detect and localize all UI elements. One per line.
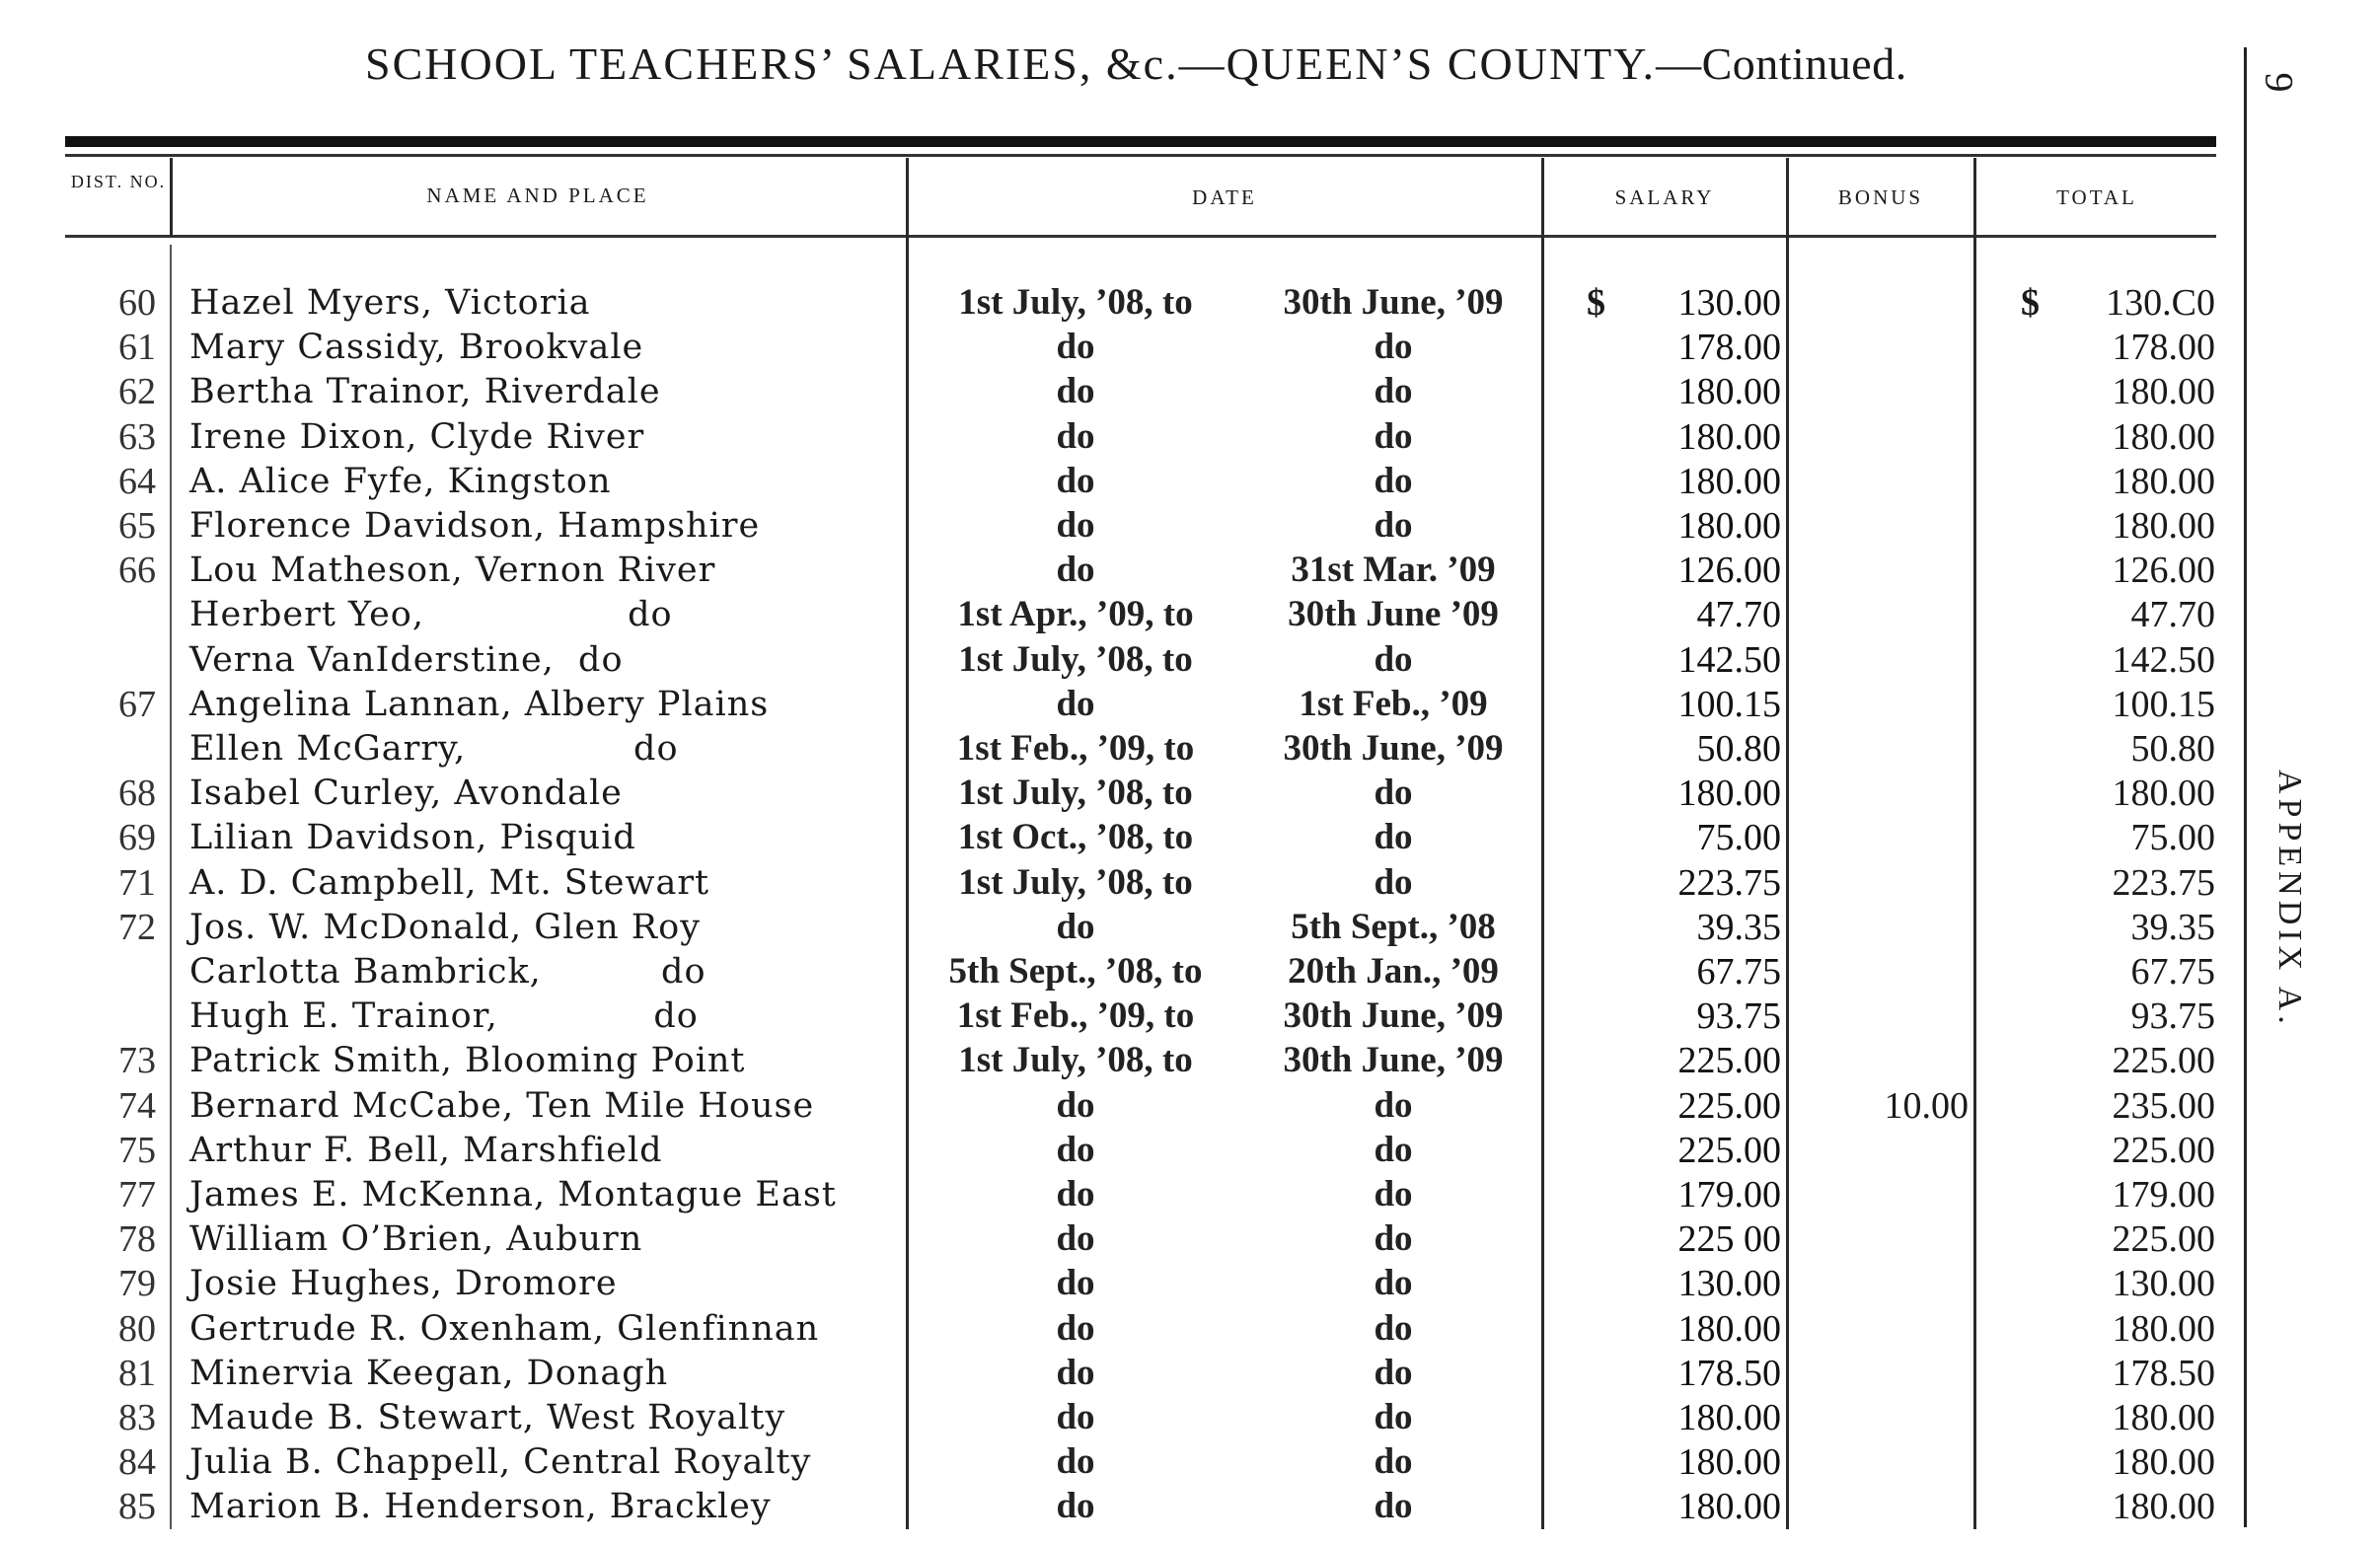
salary-cell: 178.50 [1677, 1352, 1781, 1394]
table-row [0, 815, 2380, 860]
table-row [0, 771, 2380, 816]
date-to-cell: do [1374, 1441, 1413, 1483]
table-row [0, 1261, 2380, 1306]
total-cell: 75.00 [2130, 817, 2215, 859]
name-place-cell: Arthur F. Bell, Marshfield [189, 1130, 663, 1170]
name-place-cell: Angelina Lannan, Albery Plains [189, 684, 770, 724]
dist-no-cell: 78 [118, 1218, 156, 1261]
table-row [0, 548, 2380, 593]
salary-cell: 180.00 [1677, 371, 1781, 413]
date-to-cell: do [1374, 415, 1413, 457]
date-to-cell: 30th June, ’09 [1283, 282, 1504, 323]
header-thin-rule [65, 154, 2216, 157]
date-from-cell: do [1056, 460, 1095, 501]
date-to-cell: do [1374, 1218, 1413, 1260]
dist-no-cell: 69 [118, 817, 156, 859]
table-row [0, 1083, 2380, 1129]
total-cell: 180.00 [2112, 772, 2215, 815]
date-from-cell: do [1056, 1352, 1095, 1393]
table-row [0, 1038, 2380, 1083]
salary-cell: 142.50 [1677, 638, 1781, 681]
date-from-cell: do [1056, 1129, 1095, 1170]
salary-cell: 50.80 [1696, 728, 1781, 770]
table-row [0, 1484, 2380, 1529]
salary-cell: 180.00 [1677, 415, 1781, 458]
date-from-cell: do [1056, 327, 1095, 368]
total-cell: 130.00 [2112, 1263, 2215, 1305]
name-place-cell: Ellen McGarry, do [189, 729, 679, 769]
date-to-cell: 20th Jan., ’09 [1288, 951, 1499, 992]
salary-cell: 93.75 [1696, 995, 1781, 1038]
dist-no-cell: 71 [118, 861, 156, 904]
name-place-cell: Marion B. Henderson, Brackley [189, 1487, 772, 1527]
date-from-cell: do [1056, 1174, 1095, 1214]
date-to-cell: do [1374, 1129, 1413, 1170]
salary-cell: 223.75 [1677, 861, 1781, 904]
name-place-cell: A. D. Campbell, Mt. Stewart [189, 862, 710, 903]
dist-no-cell: 79 [118, 1263, 156, 1305]
date-from-cell: do [1056, 505, 1095, 546]
total-cell: 47.70 [2130, 594, 2215, 636]
dist-no-cell: 61 [118, 327, 156, 369]
header-thick-rule [65, 136, 2216, 147]
name-place-cell: Verna VanIderstine, do [189, 639, 624, 680]
name-place-cell: Hazel Myers, Victoria [189, 283, 591, 323]
salary-cell: 75.00 [1696, 817, 1781, 859]
date-to-cell: 30th June, ’09 [1283, 1040, 1504, 1081]
table-row [0, 592, 2380, 637]
dist-no-cell: 77 [118, 1174, 156, 1215]
name-place-cell: Jos. W. McDonald, Glen Roy [189, 907, 701, 947]
salary-cell: 179.00 [1677, 1174, 1781, 1215]
total-cell: 180.00 [2112, 371, 2215, 413]
name-place-cell: Florence Davidson, Hampshire [189, 506, 761, 546]
total-cell: 100.15 [2112, 683, 2215, 725]
name-place-cell: Gertrude R. Oxenham, Glenfinnan [189, 1308, 820, 1349]
table-row [0, 459, 2380, 504]
salary-cell: 126.00 [1677, 550, 1781, 592]
total-cell: 39.35 [2130, 906, 2215, 948]
name-place-cell: Julia B. Chappell, Central Royalty [189, 1442, 812, 1483]
salary-cell: 225 00 [1677, 1218, 1781, 1261]
date-to-cell: 30th June, ’09 [1283, 995, 1504, 1037]
header-total: TOTAL [2056, 185, 2137, 209]
name-place-cell: Herbert Yeo, do [189, 595, 673, 635]
total-cell: 178.50 [2112, 1352, 2215, 1394]
date-from-cell: 1st July, ’08, to [958, 1040, 1193, 1081]
header-salary: SALARY [1614, 185, 1715, 209]
bonus-cell: 10.00 [1884, 1084, 1969, 1127]
date-from-cell: do [1056, 1441, 1095, 1483]
table-row [0, 682, 2380, 727]
dist-no-cell: 74 [118, 1084, 156, 1127]
dist-no-cell: 75 [118, 1129, 156, 1171]
total-cell: 235.00 [2112, 1084, 2215, 1127]
name-place-cell: A. Alice Fyfe, Kingston [189, 461, 612, 501]
dist-no-cell: 84 [118, 1441, 156, 1484]
appendix-label: APPENDIX A. [2271, 770, 2308, 1029]
table-row [0, 1306, 2380, 1352]
dist-no-cell: 66 [118, 550, 156, 592]
salary-cell: 100.15 [1677, 683, 1781, 725]
table-row [0, 860, 2380, 906]
date-from-cell: do [1056, 1397, 1095, 1437]
date-to-cell: do [1374, 1307, 1413, 1349]
name-place-cell: James E. McKenna, Montague East [189, 1175, 837, 1214]
total-cell: 180.00 [2112, 1397, 2215, 1438]
total-cell: 130.C0 [2106, 282, 2215, 324]
name-place-cell: Irene Dixon, Clyde River [189, 416, 645, 457]
date-from-cell: 1st July, ’08, to [958, 772, 1193, 814]
page-title-main: SCHOOL TEACHERS’ SALARIES, &c.—QUEEN’S COUNTY. [365, 38, 1657, 89]
date-to-cell: 30th June, ’09 [1283, 728, 1504, 769]
date-to-cell: do [1374, 505, 1413, 546]
date-to-cell: do [1374, 1486, 1413, 1527]
salary-cell: 180.00 [1677, 1486, 1781, 1528]
date-from-cell: 1st Feb., ’09, to [956, 995, 1195, 1037]
date-to-cell: do [1374, 772, 1413, 814]
name-place-cell: Josie Hughes, Dromore [189, 1264, 618, 1304]
total-cell: 50.80 [2130, 728, 2215, 770]
table-row [0, 1395, 2380, 1440]
dollar-sign-salary: $ [1587, 282, 1605, 324]
table-row [0, 949, 2380, 994]
date-from-cell: do [1056, 683, 1095, 724]
name-place-cell: Hugh E. Trainor, do [189, 996, 699, 1037]
name-place-cell: Isabel Curley, Avondale [189, 773, 623, 814]
total-cell: 180.00 [2112, 1486, 2215, 1528]
date-from-cell: 5th Sept., ’08, to [948, 951, 1203, 992]
date-from-cell: do [1056, 1263, 1095, 1304]
salary-cell: 130.00 [1677, 1263, 1781, 1305]
total-cell: 178.00 [2112, 327, 2215, 369]
name-place-cell: Patrick Smith, Blooming Point [189, 1041, 746, 1081]
date-to-cell: 31st Mar. ’09 [1291, 550, 1496, 591]
header-bonus: BONUS [1837, 185, 1924, 209]
page-title [365, 37, 1924, 90]
salary-cell: 225.00 [1677, 1129, 1781, 1171]
table-row [0, 503, 2380, 549]
dist-no-cell: 63 [118, 415, 156, 458]
page-number: 9 [2257, 72, 2302, 93]
date-from-cell: do [1056, 550, 1095, 591]
dist-no-cell: 65 [118, 505, 156, 547]
salary-cell: 225.00 [1677, 1084, 1781, 1127]
date-to-cell: do [1374, 460, 1413, 501]
total-cell: 180.00 [2112, 1307, 2215, 1350]
dist-no-cell: 64 [118, 460, 156, 502]
table-row [0, 993, 2380, 1039]
salary-cell: 180.00 [1677, 505, 1781, 547]
date-from-cell: do [1056, 1218, 1095, 1260]
dist-no-cell: 62 [118, 371, 156, 413]
name-place-cell: Maude B. Stewart, West Royalty [189, 1398, 786, 1437]
date-to-cell: do [1374, 1084, 1413, 1126]
date-from-cell: do [1056, 415, 1095, 457]
name-place-cell: Carlotta Bambrick, do [189, 952, 707, 992]
total-cell: 126.00 [2112, 550, 2215, 592]
dist-no-cell: 73 [118, 1040, 156, 1082]
total-cell: 225.00 [2112, 1129, 2215, 1171]
date-from-cell: do [1056, 1486, 1095, 1527]
salary-cell: 39.35 [1696, 906, 1781, 948]
header-date: DATE [1192, 185, 1257, 209]
total-cell: 180.00 [2112, 460, 2215, 502]
dist-no-cell: 68 [118, 772, 156, 815]
name-place-cell: William O’Brien, Auburn [189, 1219, 643, 1260]
column-header-rule [65, 235, 2216, 238]
date-to-cell: do [1374, 817, 1413, 858]
table-row [0, 280, 2380, 326]
name-place-cell: Mary Cassidy, Brookvale [189, 328, 644, 368]
total-cell: 225.00 [2112, 1040, 2215, 1082]
date-from-cell: 1st Apr., ’09, to [957, 594, 1194, 635]
table-row [0, 414, 2380, 460]
date-to-cell: do [1374, 1397, 1413, 1437]
date-from-cell: 1st July, ’08, to [958, 282, 1193, 323]
name-place-cell: Minervia Keegan, Donagh [189, 1353, 669, 1393]
salary-cell: 180.00 [1677, 1441, 1781, 1484]
salary-cell: 180.00 [1677, 1397, 1781, 1438]
table-row [0, 1128, 2380, 1173]
date-from-cell: do [1056, 1307, 1095, 1349]
date-to-cell: do [1374, 861, 1413, 903]
dist-no-cell: 83 [118, 1397, 156, 1438]
name-place-cell: Lilian Davidson, Pisquid [189, 818, 636, 858]
table-row [0, 325, 2380, 370]
salary-cell: 225.00 [1677, 1040, 1781, 1082]
total-cell: 180.00 [2112, 1441, 2215, 1484]
total-cell: 142.50 [2112, 638, 2215, 681]
table-row [0, 1172, 2380, 1217]
total-cell: 180.00 [2112, 505, 2215, 547]
salary-cell: 178.00 [1677, 327, 1781, 369]
date-to-cell: do [1374, 638, 1413, 680]
salary-cell: 67.75 [1696, 951, 1781, 993]
date-from-cell: 1st July, ’08, to [958, 861, 1193, 903]
table-row [0, 1351, 2380, 1396]
total-cell: 180.00 [2112, 415, 2215, 458]
salary-cell: 180.00 [1677, 460, 1781, 502]
dist-no-cell: 72 [118, 906, 156, 948]
dist-no-cell: 60 [118, 282, 156, 324]
date-to-cell: 30th June ’09 [1288, 594, 1499, 635]
dist-no-cell: 81 [118, 1352, 156, 1394]
date-from-cell: do [1056, 371, 1095, 412]
date-from-cell: 1st Oct., ’08, to [957, 817, 1194, 858]
dist-no-cell: 85 [118, 1486, 156, 1528]
total-cell: 223.75 [2112, 861, 2215, 904]
total-cell: 67.75 [2130, 951, 2215, 993]
salary-cell: 180.00 [1677, 1307, 1781, 1350]
dist-no-cell: 80 [118, 1307, 156, 1350]
date-from-cell: do [1056, 1084, 1095, 1126]
table-row [0, 369, 2380, 414]
name-place-cell: Lou Matheson, Vernon River [189, 551, 716, 591]
total-cell: 225.00 [2112, 1218, 2215, 1261]
date-to-cell: do [1374, 1174, 1413, 1214]
date-from-cell: do [1056, 906, 1095, 947]
table-row [0, 637, 2380, 683]
salary-cell: 47.70 [1696, 594, 1781, 636]
dist-no-cell: 67 [118, 683, 156, 725]
date-to-cell: do [1374, 327, 1413, 368]
date-to-cell: 1st Feb., ’09 [1299, 683, 1488, 724]
salary-cell: 130.00 [1677, 282, 1781, 324]
table-row [0, 1216, 2380, 1262]
date-to-cell: do [1374, 1263, 1413, 1304]
date-to-cell: do [1374, 371, 1413, 412]
salary-cell: 180.00 [1677, 772, 1781, 815]
table-row [0, 726, 2380, 772]
table-row [0, 905, 2380, 950]
total-cell: 179.00 [2112, 1174, 2215, 1215]
dollar-sign-total: $ [2021, 282, 2040, 324]
page-title-continued: —Continued. [1656, 38, 1907, 89]
header-name-place: NAME AND PLACE [426, 184, 649, 207]
date-from-cell: 1st July, ’08, to [958, 638, 1193, 680]
date-to-cell: do [1374, 1352, 1413, 1393]
total-cell: 93.75 [2130, 995, 2215, 1038]
table-row [0, 1439, 2380, 1485]
date-to-cell: 5th Sept., ’08 [1291, 906, 1496, 947]
date-from-cell: 1st Feb., ’09, to [956, 728, 1195, 769]
header-dist-no: DIST. NO. [70, 172, 167, 191]
name-place-cell: Bernard McCabe, Ten Mile House [189, 1085, 815, 1126]
name-place-cell: Bertha Trainor, Riverdale [189, 372, 661, 412]
